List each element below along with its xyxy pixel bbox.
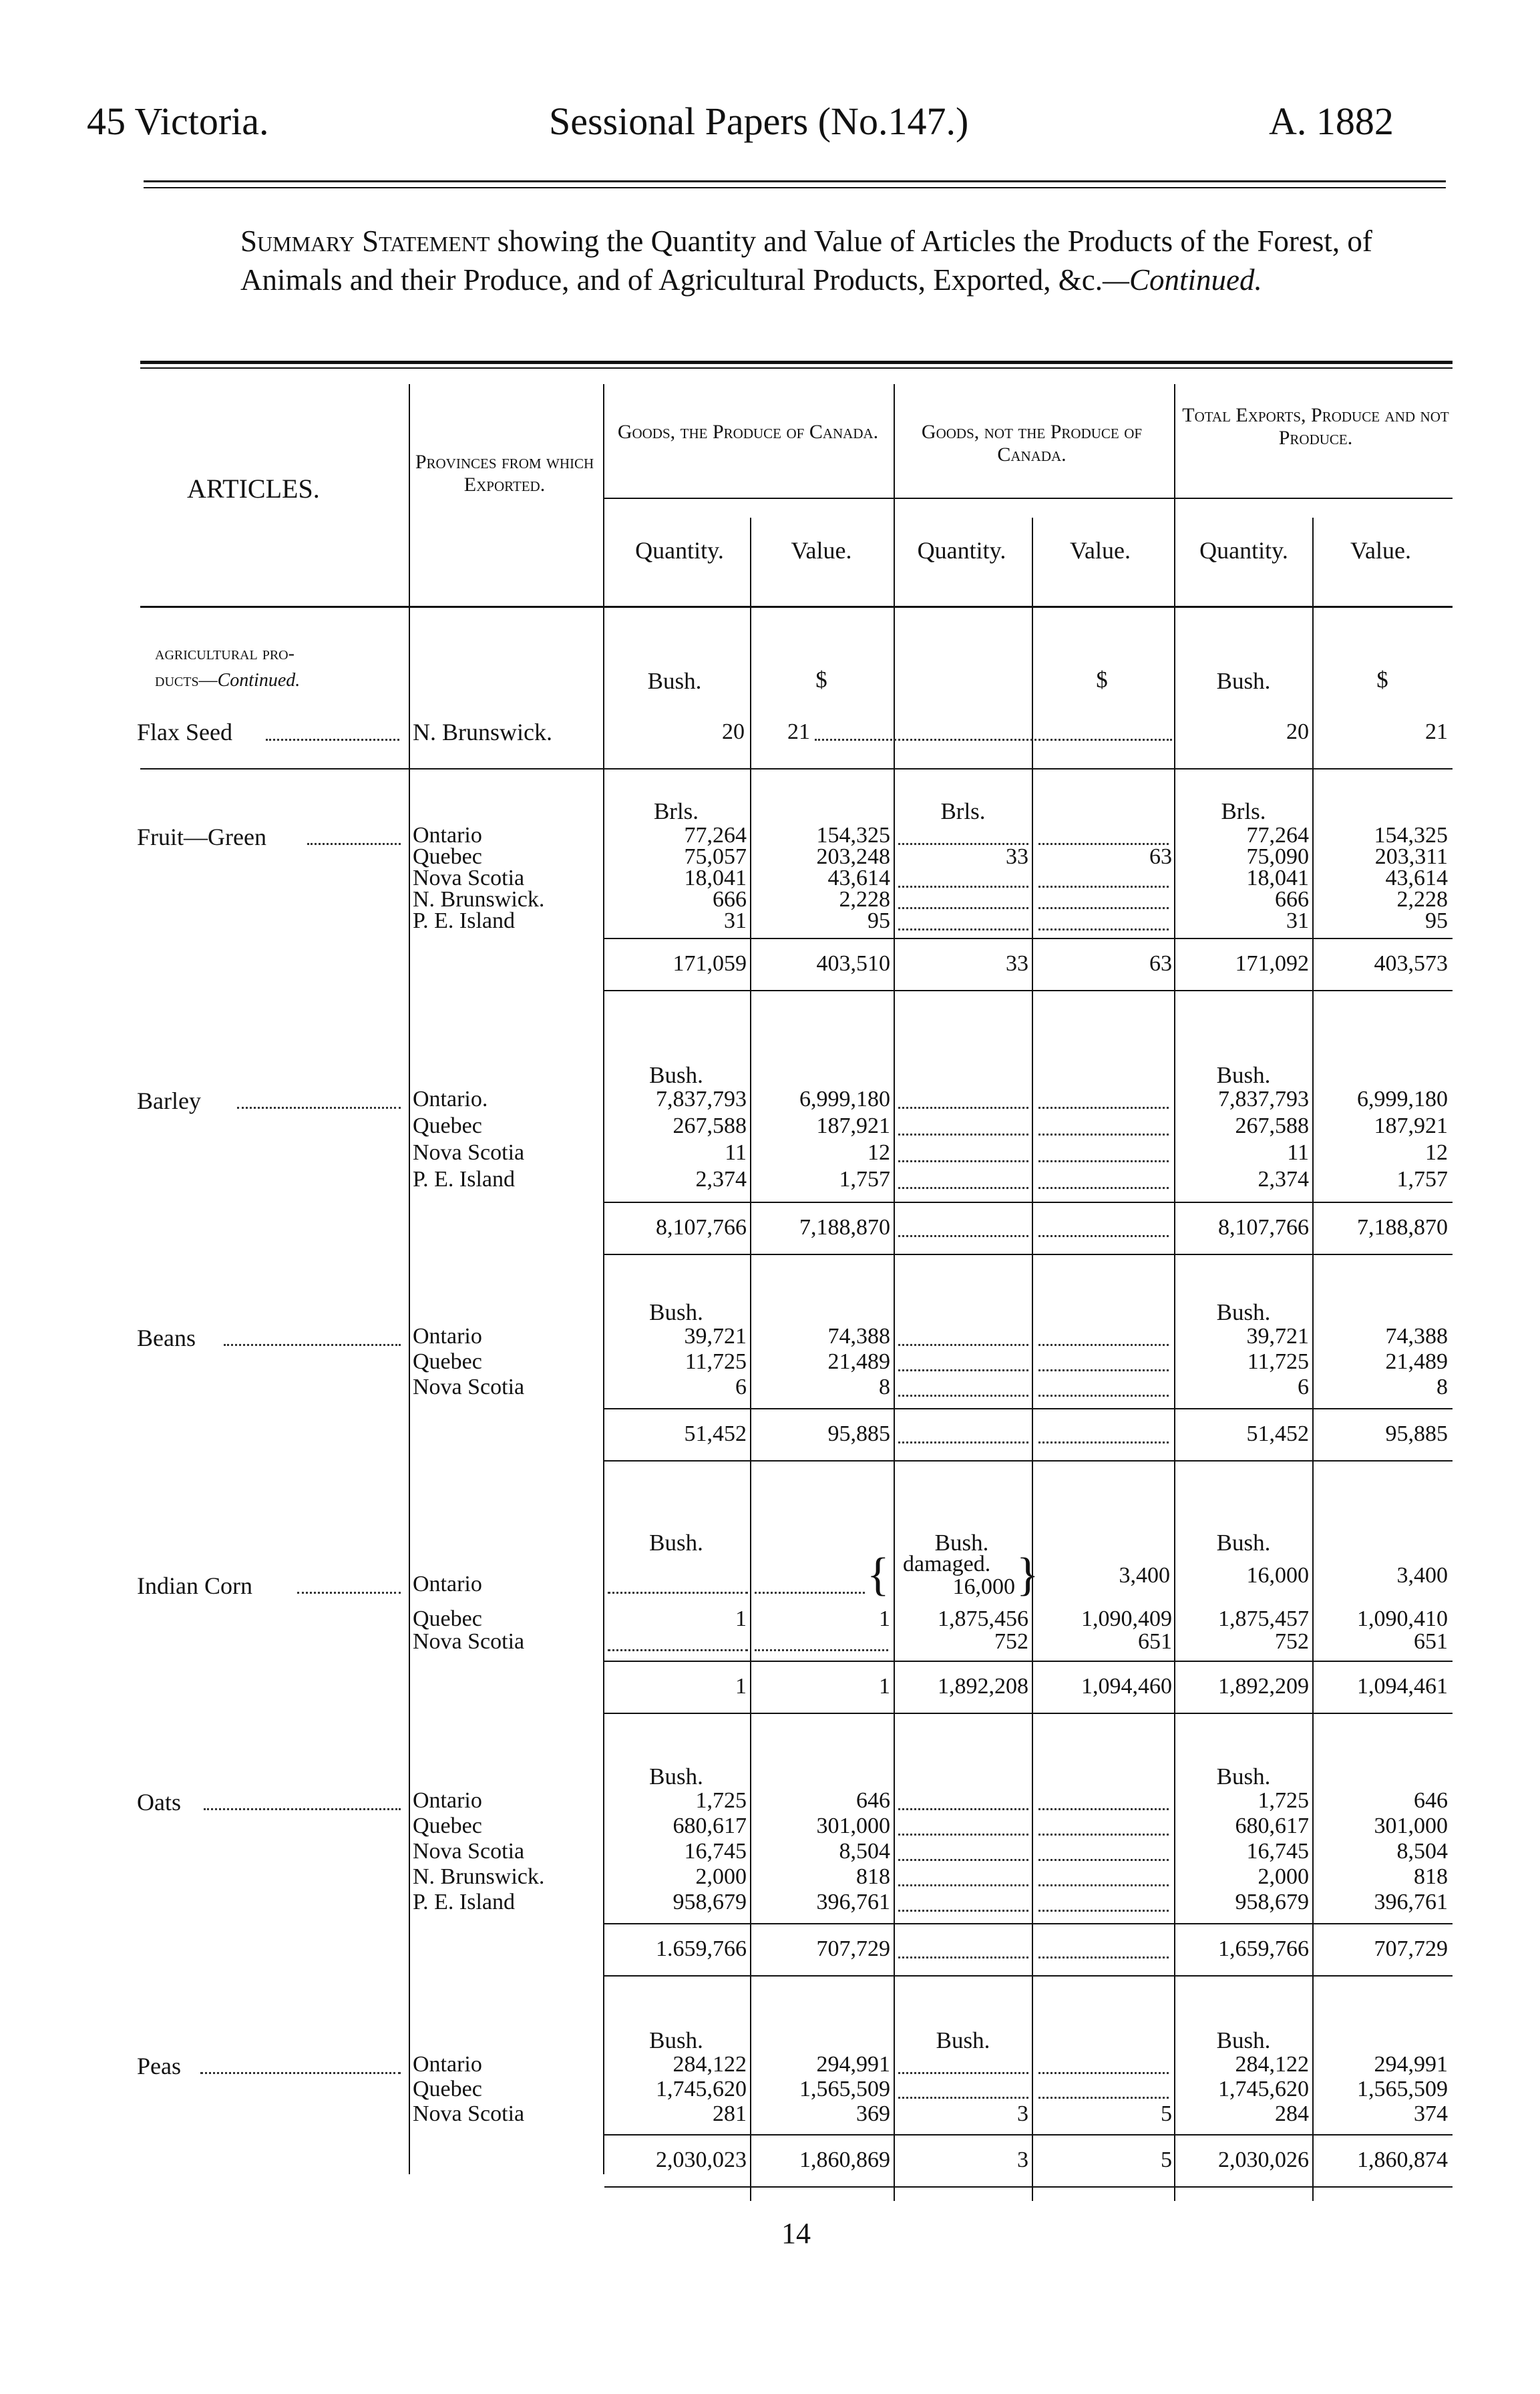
leader-dots: [1038, 1441, 1169, 1443]
peas-total-value-1: 1,860,869: [799, 2148, 890, 2172]
fruit-quantity-1: 666: [713, 887, 747, 912]
block-rule: [604, 990, 1453, 991]
section-rule: [140, 768, 1453, 770]
leader-dots: [898, 1956, 1028, 1958]
leader-dots: [608, 1649, 748, 1651]
leader-dots: [1038, 1884, 1169, 1886]
subhead-value-2: Value.: [1070, 537, 1131, 564]
leader-dots: [307, 843, 401, 845]
fruit-quantity-3: 77,264: [1246, 823, 1309, 848]
province-barley: Nova Scotia: [413, 1140, 525, 1165]
leader-dots: [898, 2097, 1028, 2099]
oats-value-3: 396,761: [1374, 1890, 1448, 1914]
peas-quantity-3: 284: [1275, 2101, 1309, 2126]
barley-value-3: 187,921: [1374, 1114, 1448, 1138]
intro-paragraph: [240, 222, 1456, 299]
province-oats: Nova Scotia: [413, 1839, 525, 1864]
peas-value-1: 294,991: [816, 2052, 890, 2077]
peas-value-3: 374: [1414, 2101, 1448, 2126]
oats-quantity-3: 16,745: [1246, 1839, 1309, 1864]
fruit-quantity-1: 18,041: [684, 866, 747, 890]
leader-dots: [898, 907, 1028, 909]
peas-value-3: 294,991: [1374, 2052, 1448, 2077]
fruit-value-2: 63: [1149, 844, 1172, 869]
oats-total-value-1: 707,729: [816, 1936, 890, 1961]
corn-quantity-3: 1,875,457: [1218, 1606, 1309, 1631]
barley-quantity-1: 11: [725, 1140, 747, 1165]
barley-value-1: 1,757: [839, 1167, 890, 1192]
oats-value-3: 8,504: [1396, 1839, 1448, 1864]
leader-dots: [1038, 1160, 1169, 1162]
subtotal-rule: [604, 1408, 1453, 1409]
corn-total-value-2: 1,094,460: [1081, 1674, 1172, 1699]
province-fruit: P. E. Island: [413, 908, 515, 933]
corn-value-3: 1,090,410: [1357, 1606, 1448, 1631]
corn-value-2: 1,090,409: [1081, 1606, 1172, 1631]
beans-value-1: 74,388: [827, 1324, 890, 1349]
col-goods-canada: Goods, the Produce of Canada.: [617, 421, 879, 443]
beans-total-quantity-3: 51,452: [1246, 1421, 1309, 1446]
leader-dots: [297, 1592, 401, 1594]
beans-value-3: 74,388: [1385, 1324, 1448, 1349]
leader-dots: [1038, 2097, 1169, 2099]
subtotal-rule: [604, 1202, 1453, 1203]
peas-unit-b: Bush.: [936, 2027, 990, 2053]
leader-dots: [1038, 1369, 1169, 1371]
barley-total-quantity-3: 8,107,766: [1218, 1215, 1309, 1240]
oats-total-quantity-3: 1,659,766: [1218, 1936, 1309, 1961]
article-peas: Peas: [137, 2053, 181, 2079]
beans-total-quantity-1: 51,452: [684, 1421, 747, 1446]
subtotal-rule: [604, 1923, 1453, 1924]
leader-dots: [1038, 1859, 1169, 1861]
fruit-total-quantity-3: 171,092: [1235, 951, 1309, 976]
peas-quantity-1: 281: [713, 2101, 747, 2126]
leader-dots: [1038, 1808, 1169, 1810]
barley-quantity-1: 267,588: [672, 1114, 747, 1138]
fruit-value-1: 95: [868, 908, 890, 933]
fruit-total-quantity-2: 33: [1006, 951, 1028, 976]
province-beans: Nova Scotia: [413, 1375, 525, 1399]
oats-quantity-1: 1,725: [695, 1788, 747, 1813]
col-total: Total Exports, Produce and not Produce.: [1182, 404, 1449, 449]
corn-quantity-2: 1,875,456: [938, 1606, 1028, 1631]
oats-quantity-3: 1,725: [1258, 1788, 1309, 1813]
fruit-quantity-3: 18,041: [1246, 866, 1309, 890]
subhead-value-3: Value.: [1350, 537, 1411, 564]
corn-value-3: 651: [1414, 1629, 1448, 1654]
leader-dots: [1038, 928, 1169, 930]
province-peas: Ontario: [413, 2052, 482, 2077]
leader-dots: [1038, 1107, 1169, 1109]
oats-value-1: 818: [856, 1864, 890, 1889]
oats-value-1: 8,504: [839, 1839, 890, 1864]
barley-quantity-3: 7,837,793: [1218, 1087, 1309, 1112]
section-title-2: ducts—Continued.: [155, 670, 301, 691]
header-rule-2: [144, 187, 1446, 188]
leader-dots: [898, 1395, 1028, 1397]
peas-value-1: 1,565,509: [799, 2077, 890, 2101]
leader-dots: [1038, 1834, 1169, 1836]
block-rule: [604, 2186, 1453, 2188]
province-barley: Quebec: [413, 1114, 482, 1138]
leader-dots: [898, 1235, 1028, 1237]
oats-quantity-3: 958,679: [1235, 1890, 1309, 1914]
block-rule: [604, 1460, 1453, 1462]
header-year: A. 1882: [1269, 100, 1394, 143]
leader-dots: [1038, 907, 1169, 909]
beans-total-value-1: 95,885: [827, 1421, 890, 1446]
oats-quantity-1: 2,000: [695, 1864, 747, 1889]
fruit-value-1: 154,325: [816, 823, 890, 848]
corn-quantity-3: 16,000: [1246, 1563, 1309, 1588]
leader-dots: [1038, 1134, 1169, 1136]
beans-quantity-1: 11,725: [685, 1349, 747, 1374]
barley-value-3: 1,757: [1396, 1167, 1448, 1192]
peas-total-quantity-3: 2,030,026: [1218, 2148, 1309, 2172]
intro-continued: —Continued.: [1102, 263, 1262, 297]
leader-dots: [898, 1884, 1028, 1886]
leader-dots: [1038, 1956, 1169, 1958]
province-peas: Quebec: [413, 2077, 482, 2101]
section-title: agricultural pro-: [155, 643, 295, 664]
province-oats: Ontario: [413, 1788, 482, 1813]
leader-dots: [898, 1859, 1028, 1861]
corn-unit-a: Bush.: [649, 1530, 703, 1556]
vrule-v2: [1174, 384, 1175, 2201]
page-number: 14: [781, 2217, 811, 2250]
subhead-value-1: Value.: [791, 537, 852, 564]
fruit-value-3: 203,311: [1374, 844, 1448, 869]
barley-unit-c: Bush.: [1216, 1062, 1271, 1088]
corn-total-quantity-2: 1,892,208: [938, 1674, 1028, 1699]
fruit-unit-c: Brls.: [1221, 798, 1266, 824]
leader-dots: [224, 1344, 401, 1346]
article-barley: Barley: [137, 1087, 201, 1114]
peas-unit-c: Bush.: [1216, 2027, 1271, 2053]
oats-value-3: 818: [1414, 1864, 1448, 1889]
flax-q1: 20: [722, 719, 745, 744]
oats-unit-c: Bush.: [1216, 1763, 1271, 1789]
beans-quantity-1: 39,721: [684, 1324, 747, 1349]
barley-value-3: 12: [1425, 1140, 1448, 1165]
corn-quantity-2: 752: [994, 1629, 1028, 1654]
province-beans: Quebec: [413, 1349, 482, 1374]
beans-value-3: 8: [1436, 1375, 1448, 1399]
oats-value-1: 646: [856, 1788, 890, 1813]
province-beans: Ontario: [413, 1324, 482, 1349]
oats-quantity-3: 680,617: [1235, 1814, 1309, 1838]
barley-value-1: 6,999,180: [799, 1087, 890, 1112]
unit-v3: $: [1376, 667, 1388, 693]
barley-value-1: 187,921: [816, 1114, 890, 1138]
province-oats: P. E. Island: [413, 1890, 515, 1914]
corn-unit-b: Bush.: [934, 1530, 989, 1556]
unit-v2: $: [1096, 667, 1108, 693]
oats-unit-a: Bush.: [649, 1763, 703, 1789]
unit-q1: Bush.: [647, 668, 702, 694]
fruit-value-3: 95: [1425, 908, 1448, 933]
province-fruit: N. Brunswick.: [413, 887, 545, 912]
peas-quantity-1: 284,122: [672, 2052, 747, 2077]
oats-value-3: 646: [1414, 1788, 1448, 1813]
leader-dots: [1038, 2072, 1169, 2074]
fruit-total-quantity-1: 171,059: [672, 951, 747, 976]
corn-total-value-1: 1: [879, 1674, 890, 1699]
subtotal-rule: [604, 938, 1453, 939]
corn-value-3: 3,400: [1396, 1563, 1448, 1588]
peas-quantity-2: 3: [1017, 2101, 1028, 2126]
fruit-total-value-3: 403,573: [1374, 951, 1448, 976]
beans-value-3: 21,489: [1385, 1349, 1448, 1374]
province-barley: Ontario.: [413, 1087, 488, 1112]
header-volume: 45 Victoria.: [87, 100, 269, 143]
article-fruit: Fruit—Green: [137, 824, 266, 850]
fruit-total-value-2: 63: [1149, 951, 1172, 976]
subhead-quantity-2: Quantity.: [917, 537, 1006, 564]
beans-quantity-3: 6: [1298, 1375, 1309, 1399]
intro-title: Summary Statement: [240, 224, 490, 258]
barley-unit-a: Bush.: [649, 1062, 703, 1088]
fruit-value-3: 2,228: [1396, 887, 1448, 912]
fruit-value-1: 43,614: [827, 866, 890, 890]
col-goods-not: Goods, not the Produce of Canada.: [921, 421, 1143, 466]
province-corn: Nova Scotia: [413, 1629, 525, 1654]
flax-v1: 21: [787, 719, 810, 744]
fruit-quantity-1: 77,264: [684, 823, 747, 848]
barley-quantity-3: 267,588: [1235, 1114, 1309, 1138]
peas-unit-a: Bush.: [649, 2027, 703, 2053]
leader-dots: [1038, 1235, 1169, 1237]
corn-unit-c: Bush.: [1216, 1530, 1271, 1556]
leader-dots: [1038, 1187, 1169, 1189]
fruit-quantity-1: 75,057: [684, 844, 747, 869]
oats-value-1: 396,761: [816, 1890, 890, 1914]
vrule-articles: [409, 384, 410, 2174]
corn-damaged-label: damaged.: [903, 1552, 991, 1576]
corn-total-quantity-1: 1: [735, 1674, 747, 1699]
head-rule-mid: [604, 498, 1453, 499]
leader-dots: [266, 739, 399, 741]
province-peas: Nova Scotia: [413, 2101, 525, 2126]
barley-total-value-1: 7,188,870: [799, 1215, 890, 1240]
fruit-unit-b: Brls.: [940, 798, 986, 824]
beans-quantity-3: 39,721: [1246, 1324, 1309, 1349]
flax-q3: 20: [1286, 719, 1309, 744]
leader-dots: [898, 1910, 1028, 1912]
leader-dots: [898, 886, 1028, 888]
barley-quantity-1: 7,837,793: [656, 1087, 747, 1112]
province-corn: Ontario: [413, 1572, 482, 1596]
corn-quantity-1: 1: [735, 1606, 747, 1631]
unit-v1: $: [815, 667, 827, 693]
oats-quantity-1: 958,679: [672, 1890, 747, 1914]
province-fruit: Ontario: [413, 823, 482, 848]
leader-dots: [815, 739, 1172, 741]
fruit-total-value-1: 403,510: [816, 951, 890, 976]
leader-dots: [898, 2072, 1028, 2074]
beans-quantity-1: 6: [735, 1375, 747, 1399]
leader-dots: [204, 1808, 401, 1810]
leader-dots: [1038, 1910, 1169, 1912]
col-provinces: Provinces from which Exported.: [415, 451, 594, 496]
subtotal-rule: [604, 1661, 1453, 1662]
peas-total-value-3: 1,860,874: [1357, 2148, 1448, 2172]
beans-unit-c: Bush.: [1216, 1299, 1271, 1325]
leader-dots: [898, 1834, 1028, 1836]
oats-total-value-3: 707,729: [1374, 1936, 1448, 1961]
province-corn: Quebec: [413, 1606, 482, 1631]
fruit-quantity-1: 31: [724, 908, 747, 933]
peas-total-quantity-1: 2,030,023: [656, 2148, 747, 2172]
subtotal-rule: [604, 2134, 1453, 2135]
peas-value-3: 1,565,509: [1357, 2077, 1448, 2101]
leader-dots: [898, 1134, 1028, 1136]
peas-total-value-2: 5: [1161, 2148, 1172, 2172]
peas-value-2: 5: [1161, 2101, 1172, 2126]
province-barley: P. E. Island: [413, 1167, 515, 1192]
corn-total-value-3: 1,094,461: [1357, 1674, 1448, 1699]
table-top-rule: [140, 361, 1453, 364]
peas-quantity-1: 1,745,620: [656, 2077, 747, 2101]
subhead-quantity-3: Quantity.: [1199, 537, 1288, 564]
leader-dots: [237, 1107, 401, 1109]
province-fruit: Nova Scotia: [413, 866, 525, 890]
province-fruit: Quebec: [413, 844, 482, 869]
article-beans: Beans: [137, 1325, 196, 1351]
col-articles: ARTICLES.: [187, 474, 320, 504]
corn-damaged-quantity: 16,000: [952, 1574, 1015, 1599]
flax-v3: 21: [1425, 719, 1448, 744]
article-corn: Indian Corn: [137, 1572, 252, 1599]
leader-dots: [898, 1441, 1028, 1443]
fruit-quantity-3: 75,090: [1246, 844, 1309, 869]
subhead-quantity-1: Quantity.: [635, 537, 724, 564]
beans-total-value-3: 95,885: [1385, 1421, 1448, 1446]
leader-dots: [898, 1187, 1028, 1189]
vrule-v1: [894, 384, 895, 2201]
leader-dots: [1038, 1344, 1169, 1346]
table-top-rule-2: [140, 367, 1453, 369]
fruit-unit-a: Brls.: [653, 798, 699, 824]
leader-dots: [608, 1592, 748, 1594]
barley-quantity-3: 2,374: [1258, 1167, 1309, 1192]
vrule-q2: [1032, 518, 1033, 2201]
beans-value-1: 21,489: [827, 1349, 890, 1374]
leader-dots: [755, 1649, 888, 1651]
province-flax: N. Brunswick.: [413, 719, 552, 745]
brace-left: {: [867, 1549, 890, 1600]
peas-total-quantity-2: 3: [1017, 2148, 1028, 2172]
fruit-quantity-2: 33: [1006, 844, 1028, 869]
header-rule: [144, 180, 1446, 182]
corn-value-1: 1: [879, 1606, 890, 1631]
vrule-q3: [1312, 518, 1314, 2201]
leader-dots: [1038, 886, 1169, 888]
oats-quantity-1: 16,745: [684, 1839, 747, 1864]
peas-quantity-3: 1,745,620: [1218, 2077, 1309, 2101]
intro-text: showing the Quantity and Value of Articles the Products of the Forest, of Animals and their Produce, and of Agricultural Products, Exported, &c.: [240, 224, 1372, 297]
leader-dots: [898, 1344, 1028, 1346]
peas-value-1: 369: [856, 2101, 890, 2126]
block-rule: [604, 1975, 1453, 1977]
corn-damaged-value: 3,400: [1119, 1563, 1170, 1588]
fruit-value-1: 2,228: [839, 887, 890, 912]
peas-quantity-3: 284,122: [1235, 2052, 1309, 2077]
barley-total-quantity-1: 8,107,766: [656, 1215, 747, 1240]
barley-quantity-1: 2,374: [695, 1167, 747, 1192]
barley-value-1: 12: [868, 1140, 890, 1165]
barley-quantity-3: 11: [1287, 1140, 1309, 1165]
fruit-quantity-3: 31: [1286, 908, 1309, 933]
leader-dots: [898, 1160, 1028, 1162]
article-oats: Oats: [137, 1789, 181, 1816]
oats-total-quantity-1: 1.659,766: [656, 1936, 747, 1961]
unit-q3: Bush.: [1216, 668, 1271, 694]
corn-quantity-3: 752: [1275, 1629, 1309, 1654]
province-oats: N. Brunswick.: [413, 1864, 545, 1889]
fruit-value-3: 43,614: [1385, 866, 1448, 890]
vrule-q1: [750, 518, 751, 2201]
leader-dots: [898, 928, 1028, 930]
leader-dots: [898, 1107, 1028, 1109]
oats-quantity-3: 2,000: [1258, 1864, 1309, 1889]
corn-value-2: 651: [1138, 1629, 1172, 1654]
block-rule: [604, 1254, 1453, 1255]
header-title: Sessional Papers (No.147.): [549, 100, 969, 143]
oats-value-1: 301,000: [816, 1814, 890, 1838]
article-flax-seed: Flax Seed: [137, 719, 232, 745]
fruit-value-3: 154,325: [1374, 823, 1448, 848]
fruit-quantity-3: 666: [1275, 887, 1309, 912]
leader-dots: [898, 1369, 1028, 1371]
oats-quantity-1: 680,617: [672, 1814, 747, 1838]
barley-value-3: 6,999,180: [1357, 1087, 1448, 1112]
beans-value-1: 8: [879, 1375, 890, 1399]
leader-dots: [200, 2072, 401, 2074]
brace-right: }: [1016, 1549, 1039, 1600]
barley-total-value-3: 7,188,870: [1357, 1215, 1448, 1240]
beans-unit-a: Bush.: [649, 1299, 703, 1325]
province-oats: Quebec: [413, 1814, 482, 1838]
leader-dots: [755, 1592, 865, 1594]
head-rule-bottom: [140, 606, 1453, 608]
leader-dots: [898, 1808, 1028, 1810]
block-rule: [604, 1713, 1453, 1714]
beans-quantity-3: 11,725: [1247, 1349, 1309, 1374]
oats-value-3: 301,000: [1374, 1814, 1448, 1838]
fruit-value-1: 203,248: [816, 844, 890, 869]
corn-total-quantity-3: 1,892,209: [1218, 1674, 1309, 1699]
leader-dots: [1038, 1395, 1169, 1397]
